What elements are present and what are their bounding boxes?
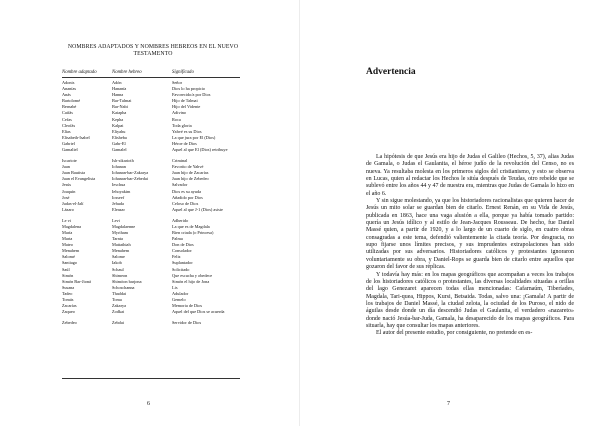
adapted-name-cell: Tomás <box>62 297 74 302</box>
hebrew-name-cell: Menahem <box>112 248 130 254</box>
adapted-name-cell: Menahem <box>62 248 80 254</box>
adapted-name-cell: Cleofás <box>62 122 76 128</box>
table-bottom-rule <box>62 378 240 379</box>
column-header-meaning: Significado <box>172 70 194 75</box>
meaning-cell: Salvador <box>172 182 188 188</box>
adapted-name-cell: Elías <box>62 128 71 134</box>
adapted-name-cell: Juan el Evangelista <box>62 176 96 182</box>
hebrew-name-cell: Iakob <box>112 260 122 266</box>
chapter-heading: Advertencia <box>366 67 416 77</box>
meaning-cell: Dios es su ayuda <box>172 188 201 194</box>
column-header-hebrew-name: Nombre hebreo <box>112 70 142 75</box>
adapted-name-cell: Lázaro <box>62 206 74 212</box>
meaning-cell: Señor <box>172 80 183 85</box>
adapted-name-cell: Cefas <box>62 116 72 122</box>
adapted-name-cell: Gamaliel <box>62 147 78 153</box>
meaning-cell: Añadido por Dios <box>172 194 203 200</box>
chapter-body <box>366 154 574 338</box>
right-page <box>300 0 600 426</box>
paragraph: Y todavía hay más: en los mapas geográficos que acompañan a veces los trabajos de los historiadores católicos o protestantes, las diversas localidades situadas a orillas del lago Genezaret aparecen todas ellas mencionadas: Cafarnaúm, Tiberíades, Magdala, Tari-quea, Hippos, Kursi, Betsaida. Todas, salvo una: ¡Gamala! A partir de los trabajos de Daniel Massé, la ciudad zelota, la ociudad de los Puroso, el nido de águilas desde donde un día descendió Judas el Gaulanita, el verdadero «nazareto» donde nació Jesúa-bar-Juda, Gamala, ha desaparecido de los mapas geográficos. Para situarla, hay que consultar los mapas anteriores. <box>366 271 574 329</box>
hebrew-name-cell: Zakarya <box>112 303 127 309</box>
adapted-name-cell: Joaquín <box>62 188 76 194</box>
meaning-cell: Juan hijo de Zacarías <box>172 170 209 176</box>
adapted-name-cell: Ananías <box>62 86 77 92</box>
hebrew-name-cell: Ish-sikarioth <box>112 158 134 164</box>
hebrew-name-cell: Tarnta <box>112 236 123 242</box>
meaning-cell: Aquel al que El (Dios) retribuye <box>172 147 228 153</box>
adapted-name-cell: Le vi <box>62 217 71 223</box>
hebrew-name-cell: Ieschua <box>112 182 126 188</box>
hebrew-name-cell: Myriham <box>112 229 128 235</box>
hebrew-name-cell: Gabr-El <box>112 140 126 146</box>
hebrew-name-cell: Mattathiah <box>112 242 131 248</box>
meaning-cell: Aquel del que Dios se acuerda <box>172 309 225 315</box>
adapted-name-cell: Zaqueo <box>62 309 75 315</box>
hebrew-name-cell: Jehuda <box>112 200 124 206</box>
meaning-cell: Bien criada (o Princesa) <box>172 229 214 235</box>
adapted-name-cell: Iscariote <box>62 158 77 164</box>
paragraph: El autor del presente estudio, por consiguiente, no pretende en es- <box>376 330 533 337</box>
hebrew-name-cell: Gamalel <box>112 147 127 153</box>
hebrew-name-cell: Magdalaenne <box>112 223 136 229</box>
adapted-name-cell: Magdalena <box>62 223 82 229</box>
hebrew-name-cell: Iosseef <box>112 194 125 200</box>
meaning-cell: Simón el hijo de Jona <box>172 278 210 284</box>
hebrew-name-cell: Zodkai <box>112 309 125 315</box>
adapted-name-cell: Zebedeo <box>62 320 77 326</box>
hebrew-name-cell: Iehoyakim <box>112 188 131 194</box>
meaning-cell: Toda gloria <box>172 122 192 128</box>
meaning-cell: Yahvé es su Dios <box>172 128 202 134</box>
meaning-cell: Favorecido/a por Dios <box>172 92 211 98</box>
hebrew-name-cell: Iohanan-bar-Zakarya <box>112 170 149 176</box>
meaning-cell: La que es de Magdala <box>172 223 210 229</box>
hebrew-name-cell: Levi <box>112 217 120 223</box>
meaning-cell: Don de Dios <box>172 242 194 248</box>
hebrew-name-cell: Elisheba <box>112 134 127 140</box>
meaning-cell: Feliz <box>172 254 181 260</box>
hebrew-name-cell: Salome <box>112 254 125 260</box>
meaning-cell: Servidor de Dios <box>172 320 202 326</box>
meaning-cell: Lis <box>172 284 178 290</box>
hebrew-name-cell: Bar-Talmai <box>112 98 132 104</box>
hebrew-name-cell: Adón <box>112 80 122 85</box>
hebrew-name-cell: Hanna <box>112 92 124 98</box>
table-title: NOMBRES ADAPTADOS Y NOMBRES HEBREOS EN EL NUEVO TESTAMENTO <box>67 44 239 57</box>
table-row <box>62 309 242 320</box>
adapted-name-cell: María <box>62 229 73 235</box>
adapted-name-cell: Simón <box>62 272 74 278</box>
meaning-cell: Héroe de Dios <box>172 140 197 146</box>
meaning-cell: Dios lo ha propicio <box>172 86 206 92</box>
table-row <box>62 147 242 158</box>
adapted-name-cell: José <box>62 194 70 200</box>
hebrew-name-cell: Eleazar <box>112 206 125 212</box>
adapted-name-cell: Juan Bautista <box>62 170 86 176</box>
hebrew-name-cell: Zebdai <box>112 320 124 326</box>
meaning-cell: Consolador <box>172 248 192 254</box>
name-table <box>62 80 242 326</box>
meaning-cell: Celoso de Dios <box>172 200 199 206</box>
adapted-name-cell: Simón Bar-Jioná <box>62 278 91 284</box>
meaning-cell: Hijo del Vidente <box>172 104 201 110</box>
hebrew-name-cell: Bar-Nabi <box>112 104 128 110</box>
adapted-name-cell: Gabriel <box>62 140 75 146</box>
adapted-name-cell: Salomé <box>62 254 75 260</box>
meaning-cell: La que jura por El (Dios) <box>172 134 216 140</box>
meaning-cell: Gemelo <box>172 297 186 302</box>
adapted-name-cell: Judas-el-Jalí <box>62 200 84 206</box>
adapted-name-cell: Bartolomé <box>62 98 81 104</box>
column-header-adapted-name: Nombre adaptado <box>62 70 97 75</box>
adapted-name-cell: Juan <box>62 164 70 170</box>
hebrew-name-cell: Iohanan-bar-Zebedai <box>112 176 148 182</box>
meaning-cell: Roca <box>172 116 181 122</box>
adapted-name-cell: Jesús <box>62 182 72 188</box>
hebrew-name-cell: Schaul <box>112 266 124 272</box>
meaning-cell: Adulador <box>172 290 189 296</box>
table-top-rule <box>62 77 240 78</box>
meaning-cell: Criminal <box>172 158 188 164</box>
hebrew-name-cell: Kalpai <box>112 122 124 128</box>
adapted-name-cell: Tadeo <box>62 290 73 296</box>
adapted-name-cell: Susana <box>62 284 75 290</box>
hebrew-name-cell: Hananía <box>112 86 127 92</box>
adapted-name-cell: Saúl <box>62 266 70 272</box>
hebrew-name-cell: Toma <box>112 297 122 302</box>
adapted-name-cell: Santiago <box>62 260 78 266</box>
hebrew-name-cell: Thaddai <box>112 290 127 296</box>
meaning-cell: Juan hijo de Zebedeo <box>172 176 209 182</box>
meaning-cell: Adivino <box>172 110 187 116</box>
paragraph: La hipótesis de que Jesús era hijo de Judas el Galileo (Hechos, 5, 37), alias Judas de Gamala, o Judas el Gaulanita, el héroe judío de la revolución del Censo, no es nueva. Ya resultaba molesta en los primeros siglos del cristianismo, y esto se observa en Lucas, quien al redactar los Hechos le sitúa después de Teudas, otro rebelde que se sublevó entre los años 44 y 47 de nuestra era, mientras que Judas de Gamala lo hizo en el año 6. <box>366 154 574 197</box>
meaning-cell: Aquel al que J-1 (Dios) asiste <box>172 206 223 212</box>
meaning-cell: Adherido <box>172 217 189 223</box>
hebrew-name-cell: Iohanan <box>112 164 126 170</box>
paragraph: Y sin sigue molestando, ya que los historiadores racionalistas que quieren hacer de Jesús un mito solar se guardan bien de citarlo. Ernest Renán, en su Vida de Jesús, publicada en 1863, hace una vaga alusión a ella, porque ya había tomado partido: quería un Jesús idílico y al estilo de Jean-Jacques Rousseau. De hecho, fue Daniel Massé quien, a partir de 1920, y a lo largo de un cuarto de siglo, en cuatro obras consagradas a este tema, defendió valientemente la citada teoría. Por desgracia, no supo fijarse unos límites precisos, y sus imprudentes extrapolaciones han sido utilizadas por sus adversarios. Historiadores católicos y protestantes ignoraron voluntariamente su obra, y Daniel-Rops se guarda bien de citarlo entre aquellos que gozaron del favor de sus réplicas. <box>366 198 574 271</box>
adapted-name-cell: Mateo <box>62 242 73 248</box>
hebrew-name-cell: Eliyahu <box>112 128 126 134</box>
adapted-name-cell: Bernabé <box>62 104 77 110</box>
hebrew-name-cell: Kepha <box>112 116 124 122</box>
meaning-cell: Memoria de Dios <box>172 303 203 309</box>
meaning-cell: Suplantador <box>172 260 193 266</box>
meaning-cell: Palma <box>172 236 183 242</box>
table-row <box>62 207 242 218</box>
meaning-cell: Solicitado <box>172 266 190 272</box>
page-number: 7 <box>447 401 450 407</box>
hebrew-name-cell: Schoschanna <box>112 284 135 290</box>
page-number: 6 <box>147 401 150 407</box>
hebrew-name-cell: Shimòon barjona <box>112 278 142 284</box>
adapted-name-cell: Marta <box>62 236 73 242</box>
hebrew-name-cell: Shimeon <box>112 272 128 278</box>
table-row <box>62 320 242 326</box>
adapted-name-cell: Adonis <box>62 80 75 85</box>
meaning-cell: Hijo de Talmai <box>172 98 198 104</box>
adapted-name-cell: Anás <box>62 92 71 98</box>
hebrew-name-cell: Kaiapha <box>112 110 127 116</box>
meaning-cell: Favorito de Yahvé <box>172 164 204 170</box>
adapted-name-cell: Zacarías <box>62 303 77 309</box>
meaning-cell: Que escucha y obedece <box>172 272 213 278</box>
adapted-name-cell: Elisabeth-Isabel <box>62 134 90 140</box>
adapted-name-cell: Caifás <box>62 110 73 116</box>
